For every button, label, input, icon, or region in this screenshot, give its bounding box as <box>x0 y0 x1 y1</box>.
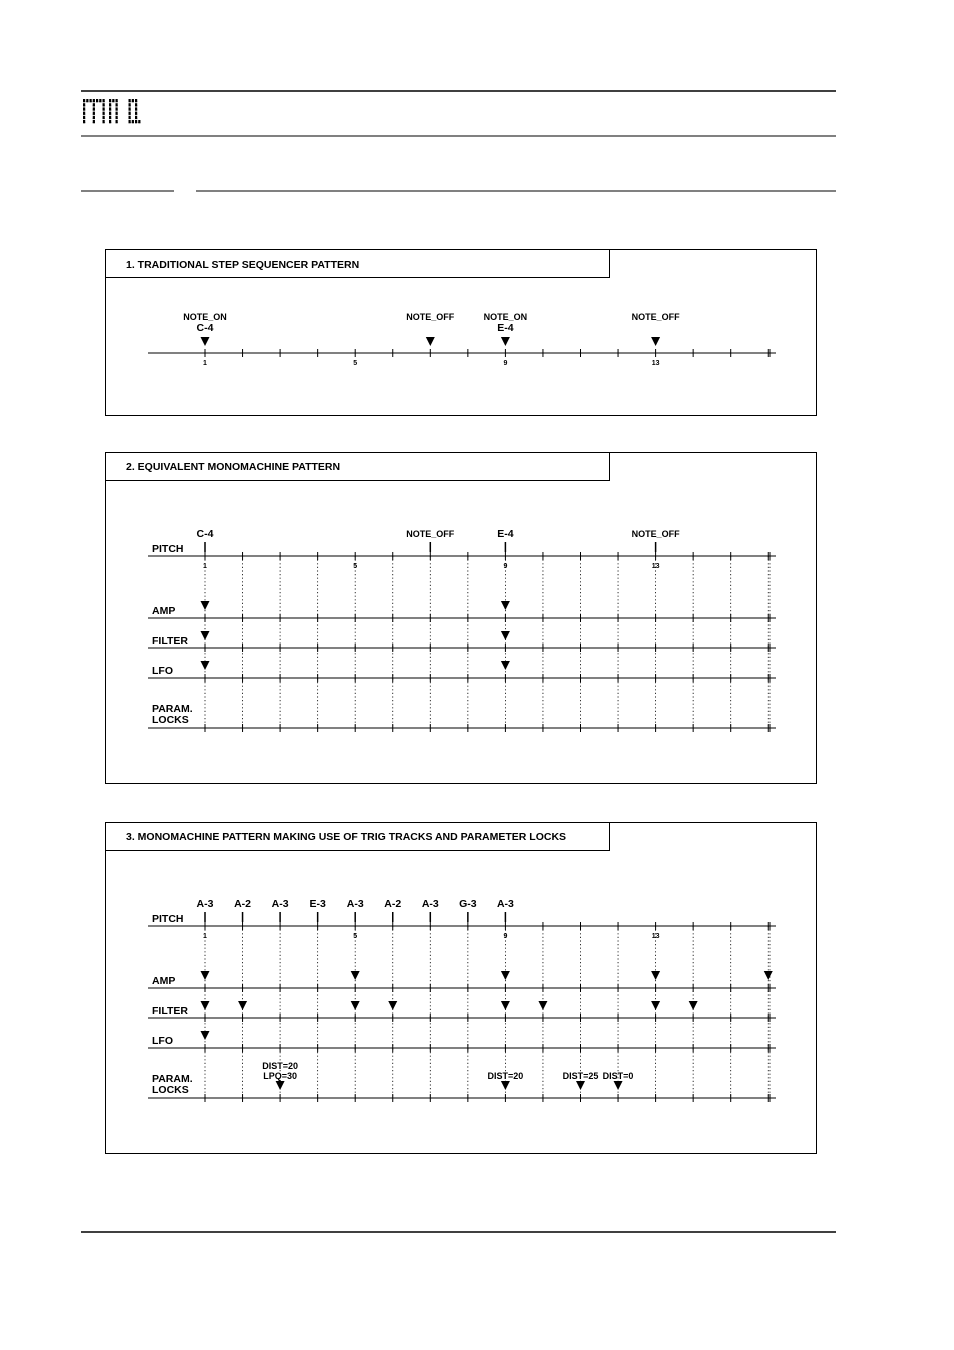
track-label-param: PARAM. <box>152 703 193 715</box>
event-label: NOTE_OFF <box>631 312 680 322</box>
step-number-9: 9 <box>503 563 508 570</box>
track-label-locks: LOCKS <box>152 714 189 726</box>
pitch-label: A-3 <box>421 898 439 910</box>
step-number-9: 9 <box>503 933 508 940</box>
trig-marker <box>201 971 210 980</box>
diagram-3-title: 3. MONOMACHINE PATTERN MAKING USE OF TRIG TRACKS AND PARAMETER LOCKS <box>126 831 567 843</box>
step-number-13: 13 <box>651 360 660 367</box>
note-label: C-4 <box>196 322 214 334</box>
step-number-5: 5 <box>353 360 358 367</box>
param-lock-label: DIST=20 <box>487 1071 524 1081</box>
track-label-locks: LOCKS <box>152 1084 189 1096</box>
step-number-5: 5 <box>353 563 358 570</box>
pitch-label: A-2 <box>234 898 252 910</box>
param-lock-marker <box>501 1081 510 1090</box>
trig-marker <box>651 1001 660 1010</box>
step-number-5: 5 <box>353 933 358 940</box>
track-label: AMP <box>152 605 176 617</box>
track-label-param: PARAM. <box>152 1073 193 1085</box>
pitch-label: A-3 <box>271 898 289 910</box>
pitch-label: NOTE_OFF <box>406 529 455 539</box>
param-lock-label: DIST=25 <box>562 1071 599 1081</box>
track-label: FILTER <box>152 1005 188 1017</box>
trig-marker <box>501 1001 510 1010</box>
event-label: NOTE_OFF <box>406 312 455 322</box>
trig-marker <box>764 971 773 980</box>
track-label: LFO <box>152 665 173 677</box>
trig-marker <box>351 1001 360 1010</box>
diagram-1-title: 1. TRADITIONAL STEP SEQUENCER PATTERN <box>126 259 360 271</box>
pitch-label: NOTE_OFF <box>631 529 680 539</box>
event-label: NOTE_ON <box>483 312 528 322</box>
param-lock-label: DIST=0 <box>602 1071 634 1081</box>
trig-marker <box>201 1001 210 1010</box>
note-label: E-4 <box>497 322 514 334</box>
param-lock-marker <box>276 1081 285 1090</box>
track-label: FILTER <box>152 635 188 647</box>
pitch-label: C-4 <box>196 528 214 540</box>
pitch-label: A-3 <box>196 898 214 910</box>
step-number-1: 1 <box>203 360 207 367</box>
trig-marker <box>201 1031 210 1040</box>
param-lock-marker <box>576 1081 585 1090</box>
pitch-label: E-3 <box>309 898 326 910</box>
track-label: AMP <box>152 975 176 987</box>
pitch-label: A-3 <box>496 898 514 910</box>
trig-marker <box>388 1001 397 1010</box>
event-label: NOTE_ON <box>183 312 227 322</box>
step-number-1: 1 <box>203 563 207 570</box>
param-lock-label: LPQ=30 <box>263 1071 297 1081</box>
step-number-9: 9 <box>503 360 508 367</box>
trig-marker <box>689 1001 698 1010</box>
trig-marker <box>238 1001 247 1010</box>
step-number-13: 13 <box>651 563 660 570</box>
trig-marker <box>538 1001 547 1010</box>
param-lock-label: DIST=20 <box>262 1061 298 1071</box>
track-label-pitch: PITCH <box>152 543 184 555</box>
trig-marker <box>651 971 660 980</box>
pitch-label: E-4 <box>497 528 514 540</box>
pitch-label: G-3 <box>459 898 477 910</box>
track-label: LFO <box>152 1035 173 1047</box>
track-label-pitch: PITCH <box>152 913 184 925</box>
step-number-13: 13 <box>651 933 660 940</box>
trig-marker <box>501 971 510 980</box>
param-lock-marker <box>614 1081 623 1090</box>
diagram-2-title: 2. EQUIVALENT MONOMACHINE PATTERN <box>126 461 341 473</box>
trig-marker <box>351 971 360 980</box>
step-number-1: 1 <box>203 933 207 940</box>
pitch-label: A-2 <box>384 898 402 910</box>
pitch-label: A-3 <box>346 898 364 910</box>
